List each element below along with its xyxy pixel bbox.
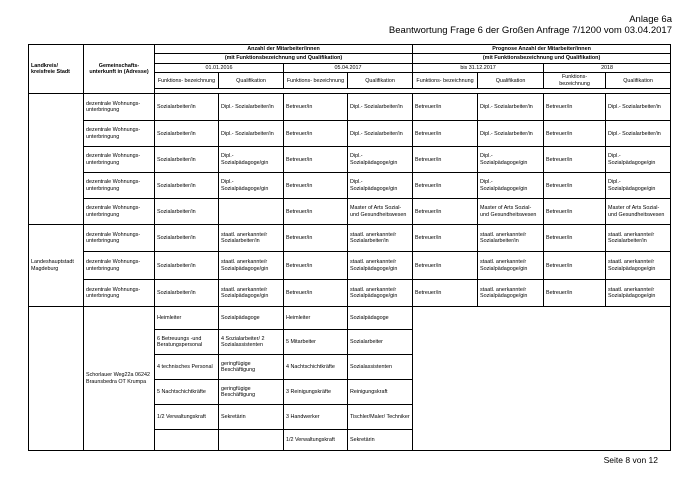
date-2016: 01.01.2016 <box>155 63 284 72</box>
col-unterkunft-header: Gemeinschafts- unterkunft in (Adresse) <box>84 45 155 94</box>
landkreis-cell <box>29 94 84 225</box>
empty-prognosis-cell <box>413 307 671 451</box>
qualifikation-cell: staatl. anerkannte/r Sozialpädagoge/gin <box>606 280 671 307</box>
qualifikation-cell <box>219 199 284 225</box>
funktion-cell: 1/2 Verwaltungskraft <box>284 430 348 451</box>
funktion-header: Funktions- bezeichnung <box>155 73 219 89</box>
funktion-cell: Betreuer/in <box>544 94 606 121</box>
qualifikation-cell: 4 Sozialarbeiter/ 2 Sozialassistenten <box>219 330 284 355</box>
qualifikation-cell: Sozialpädagoge <box>348 307 413 330</box>
funktion-cell: Heimleiter <box>284 307 348 330</box>
funktion-cell: Sozialarbeiter/in <box>155 94 219 121</box>
funktion-cell: 5 Nachtschichtkräfte <box>155 380 219 405</box>
funktion-cell: Betreuer/in <box>413 280 478 307</box>
funktion-cell: Betreuer/in <box>284 173 348 199</box>
funktion-cell: Betreuer/in <box>544 173 606 199</box>
qualifikation-cell: staatl. anerkannte/r Sozialarbeiter/in <box>219 225 284 252</box>
funktion-cell: Betreuer/in <box>413 147 478 173</box>
qualifikation-cell: Sozialassistenten <box>348 355 413 380</box>
unterkunft-cell: dezentrale Wohnungs- unterbringung <box>84 252 155 280</box>
landkreis-cell <box>29 307 84 451</box>
funktion-cell: Betreuer/in <box>284 280 348 307</box>
qualifikation-cell: Dipl.- Sozialpädagoge/gin <box>348 173 413 199</box>
funktion-cell: Betreuer/in <box>284 199 348 225</box>
qualifikation-cell: Dipl.- Sozialpädagoge/gin <box>606 173 671 199</box>
funktion-header: Funktions- bezeichnung <box>544 73 606 89</box>
table-header <box>29 45 671 94</box>
date-2017: 05.04.2017 <box>284 63 413 72</box>
funktion-cell: Betreuer/in <box>413 173 478 199</box>
funktion-cell: Sozialarbeiter/in <box>155 199 219 225</box>
funktion-cell: Sozialarbeiter/in <box>155 173 219 199</box>
qualifikation-cell: Sekretärin <box>348 430 413 451</box>
funktion-cell: Betreuer/in <box>284 94 348 121</box>
qualifikation-cell: staatl. anerkannte/r Sozialarbeiter/in <box>348 225 413 252</box>
annex-label: Anlage 6a <box>629 14 672 25</box>
staff-table <box>28 44 671 451</box>
funktion-cell: Betreuer/in <box>544 252 606 280</box>
funktion-cell: Betreuer/in <box>544 199 606 225</box>
qualifikation-cell: Dipl.- Sozialpädagoge/gin <box>219 147 284 173</box>
qualifikation-cell: geringfügige Beschäftigung <box>219 355 284 380</box>
funktion-cell: Betreuer/in <box>413 225 478 252</box>
qualifikation-cell: geringfügige Beschäftigung <box>219 380 284 405</box>
funktion-cell: 6 Betreuungs -und Beratungspersonal <box>155 330 219 355</box>
qualifikation-cell: Master of Arts Sozial- und Gesundheitswesen <box>606 199 671 225</box>
qualifikation-cell: staatl. anerkannte/r Sozialpädagoge/gin <box>219 252 284 280</box>
table-row <box>29 94 671 121</box>
funktion-cell: 3 Reinigungskräfte <box>284 380 348 405</box>
table-row <box>29 307 671 330</box>
funktion-cell <box>155 430 219 451</box>
group2-title: Prognose Anzahl der Mitarbeiter/innen <box>413 45 671 54</box>
qualifikation-cell: Dipl.- Sozialarbeiter/in <box>348 121 413 147</box>
unterkunft-cell: dezentrale Wohnungs- unterbringung <box>84 225 155 252</box>
qualifikation-cell: Dipl.- Sozialarbeiter/in <box>606 121 671 147</box>
funktion-cell: Betreuer/in <box>544 225 606 252</box>
table-row <box>29 225 671 252</box>
qualifikation-cell: Sozialarbeiter <box>348 330 413 355</box>
date-end-2017: bis 31.12.2017 <box>413 63 544 72</box>
funktion-cell: Betreuer/in <box>544 280 606 307</box>
qualifikation-header: Qualifikation <box>478 73 544 89</box>
page-number: Seite 8 von 12 <box>603 455 658 465</box>
qualifikation-cell: staatl. anerkannte/r Sozialpädagoge/gin <box>478 252 544 280</box>
funktion-cell: Betreuer/in <box>544 121 606 147</box>
funktion-cell: Sozialarbeiter/in <box>155 121 219 147</box>
qualifikation-cell: Sekretärin <box>219 405 284 430</box>
qualifikation-cell: Master of Arts Sozial- und Gesundheitswesen <box>348 199 413 225</box>
funktion-cell: Betreuer/in <box>413 199 478 225</box>
table-row <box>29 252 671 280</box>
address-cell: Schorlauer Weg22a 06242 Braunsbedra OT Krumpa <box>84 307 155 451</box>
table-row <box>29 147 671 173</box>
qualifikation-cell: Dipl.- Sozialpädagoge/gin <box>478 147 544 173</box>
date-2018: 2018 <box>544 63 671 72</box>
funktion-cell: Betreuer/in <box>413 121 478 147</box>
qualifikation-header: Qualifikation <box>348 73 413 89</box>
funktion-header: Funktions- bezeichnung <box>284 73 348 89</box>
unterkunft-cell: dezentrale Wohnungs- unterbringung <box>84 147 155 173</box>
qualifikation-cell: Dipl.- Sozialarbeiter/in <box>219 94 284 121</box>
unterkunft-cell: dezentrale Wohnungs- unterbringung <box>84 173 155 199</box>
qualifikation-header: Qualifikation <box>606 73 671 89</box>
qualifikation-cell: staatl. anerkannte/r Sozialarbeiter/in <box>606 225 671 252</box>
qualifikation-cell: Dipl.- Sozialpädagoge/gin <box>348 147 413 173</box>
table-row <box>29 199 671 225</box>
table-row <box>29 121 671 147</box>
funktion-cell: Sozialarbeiter/in <box>155 252 219 280</box>
qualifikation-cell: Dipl.- Sozialarbeiter/in <box>219 121 284 147</box>
funktion-cell: Sozialarbeiter/in <box>155 225 219 252</box>
qualifikation-cell: Dipl.- Sozialpädagoge/gin <box>606 147 671 173</box>
funktion-cell: Betreuer/in <box>284 147 348 173</box>
funktion-cell: Betreuer/in <box>413 252 478 280</box>
qualifikation-cell: Reinigungskraft <box>348 380 413 405</box>
qualifikation-cell: Dipl.- Sozialarbeiter/in <box>348 94 413 121</box>
table-row <box>29 173 671 199</box>
qualifikation-cell: staatl. anerkannte/r Sozialpädagoge/gin <box>348 280 413 307</box>
funktion-cell: 3 Handwerker <box>284 405 348 430</box>
qualifikation-cell <box>219 430 284 451</box>
qualifikation-cell: Dipl.- Sozialpädagoge/gin <box>219 173 284 199</box>
group1-subtitle: (mit Funktionsbezeichnung und Qualifikation) <box>155 54 413 63</box>
unterkunft-cell: dezentrale Wohnungs- unterbringung <box>84 199 155 225</box>
qualifikation-cell: Dipl.- Sozialpädagoge/gin <box>478 173 544 199</box>
qualifikation-cell: Master of Arts Sozial- und Gesundheitswesen <box>478 199 544 225</box>
funktion-cell: Heimleiter <box>155 307 219 330</box>
qualifikation-cell: staatl. anerkannte/r Sozialpädagoge/gin <box>219 280 284 307</box>
unterkunft-cell: dezentrale Wohnungs- unterbringung <box>84 280 155 307</box>
funktion-cell: Betreuer/in <box>413 94 478 121</box>
funktion-header: Funktions- bezeichnung <box>413 73 478 89</box>
funktion-cell: Betreuer/in <box>284 225 348 252</box>
funktion-cell: Betreuer/in <box>544 147 606 173</box>
table-row <box>29 280 671 307</box>
funktion-cell: 1/2 Verwaltungskraft <box>155 405 219 430</box>
document-title: Beantwortung Frage 6 der Großen Anfrage 7/1200 vom 03.04.2017 <box>388 25 672 36</box>
unterkunft-cell: dezentrale Wohnungs- unterbringung <box>84 94 155 121</box>
unterkunft-cell: dezentrale Wohnungs- unterbringung <box>84 121 155 147</box>
funktion-cell: Betreuer/in <box>284 121 348 147</box>
funktion-cell: 4 technisches Personal <box>155 355 219 380</box>
group1-title: Anzahl der Mitarbeiter/innen <box>155 45 413 54</box>
group2-subtitle: (mit Funktionsbezeichnung und Qualifikation) <box>413 54 671 63</box>
funktion-cell: Sozialarbeiter/in <box>155 147 219 173</box>
qualifikation-cell: staatl. anerkannte/r Sozialpädagoge/gin <box>348 252 413 280</box>
qualifikation-cell: Dipl.- Sozialarbeiter/in <box>606 94 671 121</box>
qualifikation-cell: Dipl.- Sozialarbeiter/in <box>478 94 544 121</box>
qualifikation-cell: Dipl.- Sozialarbeiter/in <box>478 121 544 147</box>
funktion-cell: 4 Nachtschichtkräfte <box>284 355 348 380</box>
qualifikation-header: Qualifikation <box>219 73 284 89</box>
qualifikation-cell: Sozialpädagoge <box>219 307 284 330</box>
qualifikation-cell: staatl. anerkannte/r Sozialarbeiter/in <box>478 225 544 252</box>
col-landkreis-header: Landkreis/ kreisfreie Stadt <box>29 45 84 94</box>
qualifikation-cell: Tischler/Maler/ Techniker <box>348 405 413 430</box>
funktion-cell: Betreuer/in <box>284 252 348 280</box>
funktion-cell: 5 Mitarbeiter <box>284 330 348 355</box>
qualifikation-cell: staatl. anerkannte/r Sozialpädagoge/gin <box>478 280 544 307</box>
landkreis-cell: Landeshauptstadt Magdeburg <box>29 225 84 307</box>
funktion-cell: Sozialarbeiter/in <box>155 280 219 307</box>
qualifikation-cell: staatl. anerkannte/r Sozialpädagoge/gin <box>606 252 671 280</box>
